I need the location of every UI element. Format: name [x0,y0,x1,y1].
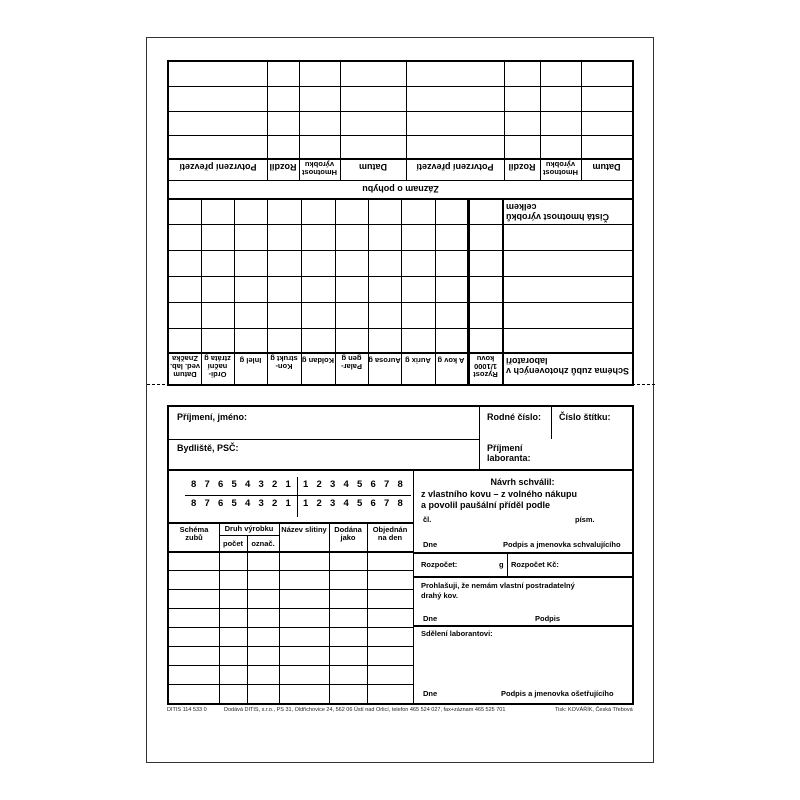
dne-label-1: Dne [423,540,438,549]
header-ryzost: Ryzost 1/1000 kovu [473,354,498,379]
dne-label-2: Dne [423,614,438,623]
tooth-number-upper-right-2: 3 [330,479,336,490]
cut-line [147,384,655,385]
header-aurix: Aurix g [405,356,431,365]
header-rozdil-2: Rozdíl [508,162,536,172]
col-delivered: Dodána jako [334,525,362,542]
tooth-number-lower-left-1: 7 [204,498,210,509]
tooth-number-lower-right-2: 3 [330,498,336,509]
treating-signature: Podpis a jmenovka ošetřujícího [501,689,614,698]
tooth-number-upper-right-5: 6 [370,479,376,490]
declaration-line1: Prohlašuji, že nemám vlastní postradatelný [421,581,575,590]
bottom-section [167,405,634,705]
tooth-number-lower-right-5: 6 [370,498,376,509]
header-datum-2: Datum [592,162,621,172]
header-koldan: Koldan g [301,356,335,365]
header-inlel: Inlel g [239,356,262,365]
budget-unit: g [499,560,504,569]
header-hmotnost-1: Hmotnost výrobku [302,160,337,177]
card-number-label: Číslo štítku: [559,412,611,422]
tooth-scheme [183,477,411,517]
tooth-number-upper-left-2: 6 [218,479,224,490]
tooth-number-lower-left-5: 3 [258,498,264,509]
message-label: Sdělení laborantovi: [421,629,493,638]
col-mark: označ. [251,539,275,548]
header-palargen: Palar-gen g [341,354,362,371]
tooth-number-upper-left-4: 4 [245,479,251,490]
footer-right: Tisk: KOVÁŘÍK, Česká Třebová [555,707,633,713]
top-section [167,60,634,386]
form-sheet [146,37,654,763]
proposal-title: Návrh schválil: [490,477,555,487]
header-ordinacni-ztrata: Ordi-nační ztráta g [204,354,231,379]
declaration-line2: drahý kov. [421,591,458,600]
tooth-number-lower-left-6: 2 [272,498,278,509]
footer-middle: Dodává DITIS, s.r.o., PS 31, Oldřichovice 24, 562 06 Ústí nad Orlicí, telefon 465 524 027, fax+záznam 465 525 701 [224,707,506,713]
tooth-number-lower-left-7: 1 [285,498,291,509]
header-rozdil-1: Rozdíl [269,162,297,172]
proposal-line2: a povolil paušální příděl podle [421,500,551,510]
tooth-number-lower-right-3: 4 [343,498,349,509]
header-hmotnost-2: Hmotnost výrobku [543,160,578,177]
col-alloy-name: Název slitiny [281,525,327,534]
tooth-number-lower-right-4: 5 [357,498,363,509]
tooth-number-lower-left-0: 8 [191,498,197,509]
movement-title: Záznam o pohybu [362,184,439,194]
footer-left: DITIS 114 533 0 [167,707,207,713]
technician-label-2: laboranta: [487,453,531,463]
cl-label: čl. [423,515,432,524]
tooth-number-lower-left-2: 6 [218,498,224,509]
header-a-kov: A kov g [437,356,465,365]
tooth-number-upper-right-7: 8 [397,479,403,490]
tooth-number-lower-left-3: 5 [231,498,237,509]
budget-kc-label: Rozpočet Kč: [511,560,559,569]
surname-label: Příjmení, jméno: [177,412,248,422]
dne-label-3: Dne [423,689,438,698]
scheme-label: Schéma zubů zhotovených v laboratoři [506,356,630,376]
col-ordered: Objednán na den [372,525,408,542]
tooth-number-lower-right-0: 1 [303,498,309,509]
tooth-number-upper-right-1: 2 [316,479,322,490]
tooth-number-lower-right-1: 2 [316,498,322,509]
approver-signature: Podpis a jmenovka schvalujícího [503,540,621,549]
tooth-number-upper-left-7: 1 [285,479,291,490]
signature-label: Podpis [535,614,561,623]
net-weight-label: Čistá hmotnost výrobků celkem [506,202,610,222]
proposal-line1: z vlastního kovu – z volného nákupu [421,489,578,499]
tooth-number-upper-right-0: 1 [303,479,309,490]
tooth-number-upper-right-3: 4 [343,479,349,490]
col-product-type: Druh výrobku [224,524,274,533]
header-potvrzeni-1: Potvrzení převzetí [179,162,257,172]
pism-label: písm. [575,515,595,524]
col-scheme: Schéma zubů [179,525,209,542]
header-datum-1: Datum [359,162,388,172]
tooth-number-upper-right-6: 7 [384,479,390,490]
col-count: počet [222,539,243,548]
tooth-number-upper-left-3: 5 [231,479,237,490]
tooth-number-lower-left-4: 4 [245,498,251,509]
tooth-number-upper-left-1: 7 [204,479,210,490]
tooth-number-upper-left-6: 2 [272,479,278,490]
birth-number-label: Rodné číslo: [487,412,542,422]
address-label: Bydliště, PSČ: [177,443,239,453]
tooth-number-lower-right-6: 7 [384,498,390,509]
tooth-number-lower-right-7: 8 [397,498,403,509]
header-potvrzeni-2: Potvrzení převzetí [416,162,494,172]
budget-label: Rozpočet: [421,560,458,569]
header-aurosa: Aurosa g [368,356,401,365]
technician-label-1: Příjmení [487,443,523,453]
header-datum-znacka: Datum ved. lab. Značka [170,354,201,379]
header-konstrukt: Kon-strukt g [270,354,298,371]
tooth-number-upper-left-0: 8 [191,479,197,490]
tooth-number-upper-right-4: 5 [357,479,363,490]
tooth-number-upper-left-5: 3 [258,479,264,490]
